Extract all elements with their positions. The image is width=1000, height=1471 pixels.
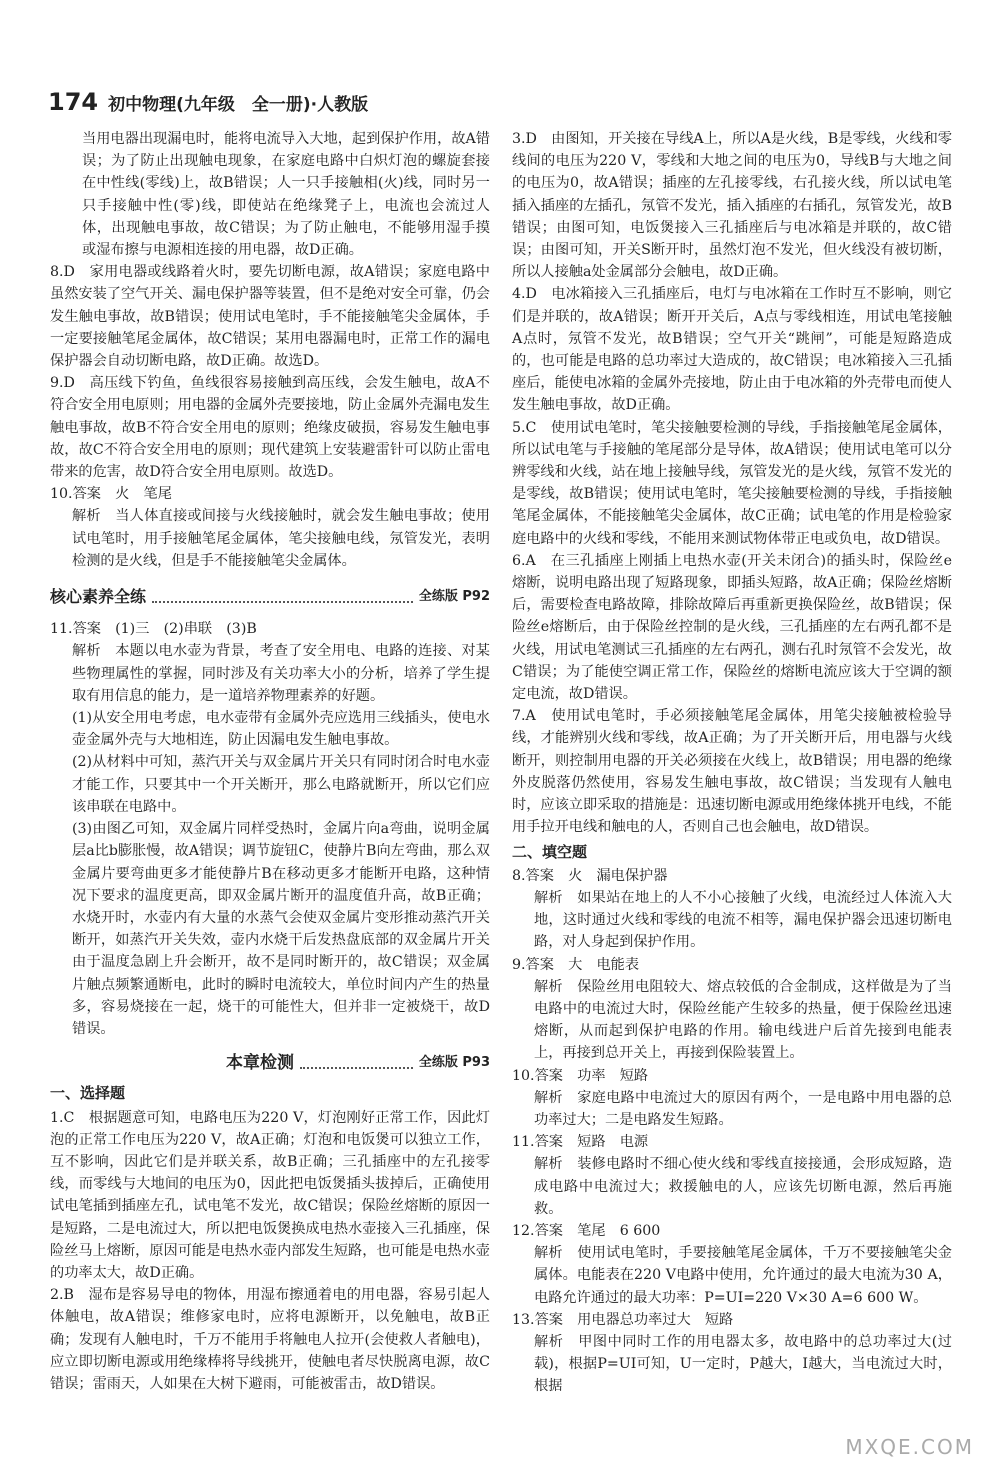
explanation: 解析 家庭电路中电流过大的原因有两个，一是电路中用电器的总功率过大；二是电路发生短路。	[534, 1089, 952, 1128]
answer-line: 11.答案 (1)三 (2)串联 (3)B	[50, 621, 257, 638]
section-title: 核心素养全练	[50, 587, 147, 607]
answer-line: 9.答案 大 电能表	[512, 956, 640, 973]
answer-line: 8.答案 火 漏电保护器	[512, 867, 668, 884]
explanation: 解析 使用试电笔时，手要接触笔尾金属体，千万不要接触笔尖金属体。电能表在220 V电路中使用，允许通过的最大电流为30 A，电路允许通过的最大功率：P=UI=220 V×30 A=6 600 W。	[534, 1245, 952, 1306]
answer-line: 13.答案 用电器总功率过大 短路	[512, 1311, 734, 1328]
answer-line: 10.答案 功率 短路	[512, 1067, 649, 1084]
chapter-test-header	[50, 1052, 490, 1074]
answer-item: 4.D 电冰箱接入三孔插座后，电灯与电冰箱在工作时互不影响，则它们是并联的，故A错误；断开开关后，A点与零线相连，用试电笔接触A点时，氖管不发光，故B错误；空气开关“跳闸”，可能是短路造成的，也可能是电路的总功率过大造成的，故C错误；电冰箱接入三孔插座后，能使电冰箱的金属外壳接地，防止由于电冰箱的外壳带电而使人发生触电事故，故D正确。	[512, 286, 952, 414]
explanation: 解析 甲图中同时工作的用电器太多，故电路中的总功率过大(过载)，根据P=UI可知，U一定时，P越大，I越大，当电流过大时，根据	[534, 1333, 952, 1395]
explanation: 解析 本题以电水壶为背景，考查了安全用电、电路的连接、对某些物理属性的掌握，同时涉及有关功率大小的分析，培养了学生提取有用信息的能力，是一道培养物理素养的好题。	[72, 643, 490, 704]
section-header	[50, 586, 490, 608]
leader-dots	[300, 1057, 413, 1069]
explanation: 解析 如果站在地上的人不小心接触了火线，电流经过人体流入大地，这时通过火线和零线的电流不相等，漏电保护器会迅速切断电路，对人身起到保护作用。	[534, 889, 952, 951]
page-number: 174	[48, 88, 99, 116]
explanation: 解析 保险丝用电阻较大、熔点较低的合金制成，这样做是为了当电路中的电流过大时，保险丝能产生较多的热量，便于保险丝迅速熔断，从而起到保护电路的作用。输电线进户后首先接到电能表上，再接到总开关上，再接到保险装置上。	[534, 978, 952, 1062]
answer-line: 12.答案 笔尾 6 600	[512, 1222, 661, 1239]
page-header	[48, 88, 368, 116]
subsection-title: 一、选择题	[50, 1084, 126, 1103]
right-column	[512, 128, 952, 1398]
answer-item: 1.C 根据题意可知，电路电压为220 V，灯泡刚好正常工作，因此灯泡的正常工作电压为220 V，故A正确；灯泡和电饭煲可以独立工作，互不影响，因此它们是并联关系，故B正确；三孔插座中的左孔接零线，而零线与大地间的电压为0，因此把电饭煲插头拔掉后，正确使用试电笔插到插座左孔，试电笔不发光，故C错误；保险丝熔断的原因一是短路，二是电流过大，所以把电饭煲换成电热水壶接入三孔插座，保险丝马上熔断，原因可能是电热水壶内部发生短路，也可能是电热水壶的功率太大，故D正确。	[50, 1109, 490, 1281]
answer-item: 9.D 高压线下钓鱼，鱼线很容易接触到高压线，会发生触电，故A不符合安全用电原则；用电器的金属外壳要接地，防止金属外壳漏电发生触电事故，故B不符合安全用电的原则；绝缘皮破损，容易发生触电事故，故C不符合安全用电的原则；现代建筑上安装避雷针可以防止雷电带来的危害，故D符合安全用电原则。故选D。	[50, 375, 490, 481]
watermark-text: MXQE.COM	[845, 1435, 974, 1459]
answer-item: 3.D 由图知，开关接在导线A上，所以A是火线，B是零线，火线和零线间的电压为220 V，零线和大地之间的电压为0，导线B与大地之间的电压为0，故A错误；插座的左孔接零线，右孔接火线，所以试电笔插入插座的左插孔，氖管不发光，插入插座的右插孔，氖管发光，故B错误；由图可知，电饭煲接入三孔插座后与电冰箱是并联的，故C错误；由图可知，开关S断开时，虽然灯泡不发光，但火线没有被切断，所以人接触a处金属部分会触电，故D正确。	[512, 131, 952, 281]
left-column	[50, 128, 490, 1395]
answer-item: 7.A 使用试电笔时，手必须接触笔尾金属体，用笔尖接触被检验导线，才能辨别火线和零线，故A正确；为了开关断开后，用电器与火线断开，则控制用电器的开关必须接在火线上，故B错误；用电器的绝缘外皮脱落仍然使用，容易发生触电事故，故C错误；当发现有人触电时，应该立即采取的措施是：迅速切断电源或用绝缘体挑开电线，不能用手拉开电线和触电的人，否则自己也会触电，故D错误。	[512, 708, 952, 836]
subsection-title: 二、填空题	[512, 842, 588, 861]
section-title: 本章检测	[226, 1053, 294, 1074]
explanation: (2)从材料中可知，蒸汽开关与双金属片开关只有同时闭合时电水壶才能工作，只要其中一个开关断开，那么电路就断开，所以它们应该串联在电路中。	[72, 754, 490, 815]
answer-item: 6.A 在三孔插座上刚插上电热水壶(开关未闭合)的插头时，保险丝e熔断，说明电路出现了短路现象，即插头短路，故A正确；保险丝熔断后，需要检查电路故障，排除故障后再重新更换保险丝，故B错误；保险丝e熔断后，由于保险丝控制的是火线，三孔插座的左右两孔都不是火线，用试电笔测试三孔插座的左右两孔，测右孔时氖管不会发光，故C错误；为了能使空调正常工作，保险丝的熔断电流应该大于空调的额定电流，故D错误。	[512, 552, 952, 703]
paragraph: 当用电器出现漏电时，能将电流导入大地，起到保护作用，故A错误；为了防止出现触电现象，在家庭电路中白炽灯泡的螺旋套接在中性线(零线)上，故B错误；人一只手接触相(火)线，同时另一只手接触中性(零)线，即使站在绝缘凳子上，电流也会流过人体，出现触电事故，故C错误；为了防止触电，不能够用湿手摸或湿布擦与电源相连接的用电器，故D正确。	[82, 131, 490, 259]
explanation: (1)从安全用电考虑，电水壶带有金属外壳应选用三线插头，使电水壶金属外壳与大地相连，防止因漏电发生触电事故。	[72, 710, 490, 749]
leader-dots	[152, 591, 413, 603]
answer-line: 11.答案 短路 电源	[512, 1134, 649, 1151]
answer-item: 5.C 使用试电笔时，笔尖接触要检测的导线，手指接触笔尾金属体，所以试电笔与手接触的笔尾部分是导体，故A错误；使用试电笔可以分辨零线和火线，站在地上接触导线，氖管发光的是火线，氖管不发光的是零线，故B错误；使用试电笔时，笔尖接触要检测的导线，手指接触笔尾金属体，不能接触笔尖金属体，故C正确；试电笔的作用是检验家庭电路中的火线和零线，不能用来测试物体带正电或负电，故D错误。	[512, 419, 952, 547]
answer-line: 10.答案 火 笔尾	[50, 486, 172, 503]
section-ref: 全练版 P93	[418, 1055, 490, 1071]
answer-item: 8.D 家用电器或线路着火时，要先切断电源，故A错误；家庭电路中虽然安装了空气开关、漏电保护器等装置，但不是绝对安全可靠，仍会发生触电事故，故B错误；使用试电笔时，手不能接触笔尖金属体，手一定要接触笔尾金属体，故C错误；某用电器漏电时，正常工作的漏电保护器会自动切断电路，故D正确。故选D。	[50, 264, 490, 370]
explanation: 解析 装修电路时不细心使火线和零线直接接通，会形成短路，造成电路中电流过大；救援触电的人，应该先切断电源，然后再施救。	[534, 1156, 952, 1217]
explanation: 解析 当人体直接或间接与火线接触时，就会发生触电事故；使用试电笔时，用手接触笔尾金属体，笔尖接触电线，氖管发光，表明检测的是火线，但是手不能接触笔尖金属体。	[72, 508, 490, 569]
book-title: 初中物理(九年级 全一册)·人教版	[108, 95, 369, 115]
explanation: (3)由图乙可知，双金属片同样受热时，金属片向a弯曲，说明金属层a比b膨胀慢，故A错误；调节旋钮C，使静片B向左弯曲，那么双金属片要弯曲更多才能使静片B在移动更多才能断开电路，这种情况下要求的温度更高，即双金属片断开的温度值升高，故B正确；水烧开时，水壶内有大量的水蒸气会使双金属片变形推动蒸汽开关断开，如蒸汽开关失效，壶内水烧干后发热盘底部的双金属片开关由于温度急剧上升会断开，故不是同时断开的，故C错误；双金属片触点频繁通断电，此时的瞬时电流较大，单位时间内产生的热量多，容易烧接在一起，烧干的可能性大，但并非一定被烧干，故D错误。	[72, 821, 490, 1037]
answer-item: 2.B 湿布是容易导电的物体，用湿布擦通着电的用电器，容易引起人体触电，故A错误；维修家电时，应将电源断开，以免触电，故B正确；发现有人触电时，千万不能用手将触电人拉开(会使救人者触电)，应立即切断电源或用绝缘棒将导线挑开，使触电者尽快脱离电源，故C错误；雷雨天，人如果在大树下避雨，可能被雷击，故D错误。	[50, 1287, 490, 1392]
section-ref: 全练版 P92	[418, 589, 490, 605]
